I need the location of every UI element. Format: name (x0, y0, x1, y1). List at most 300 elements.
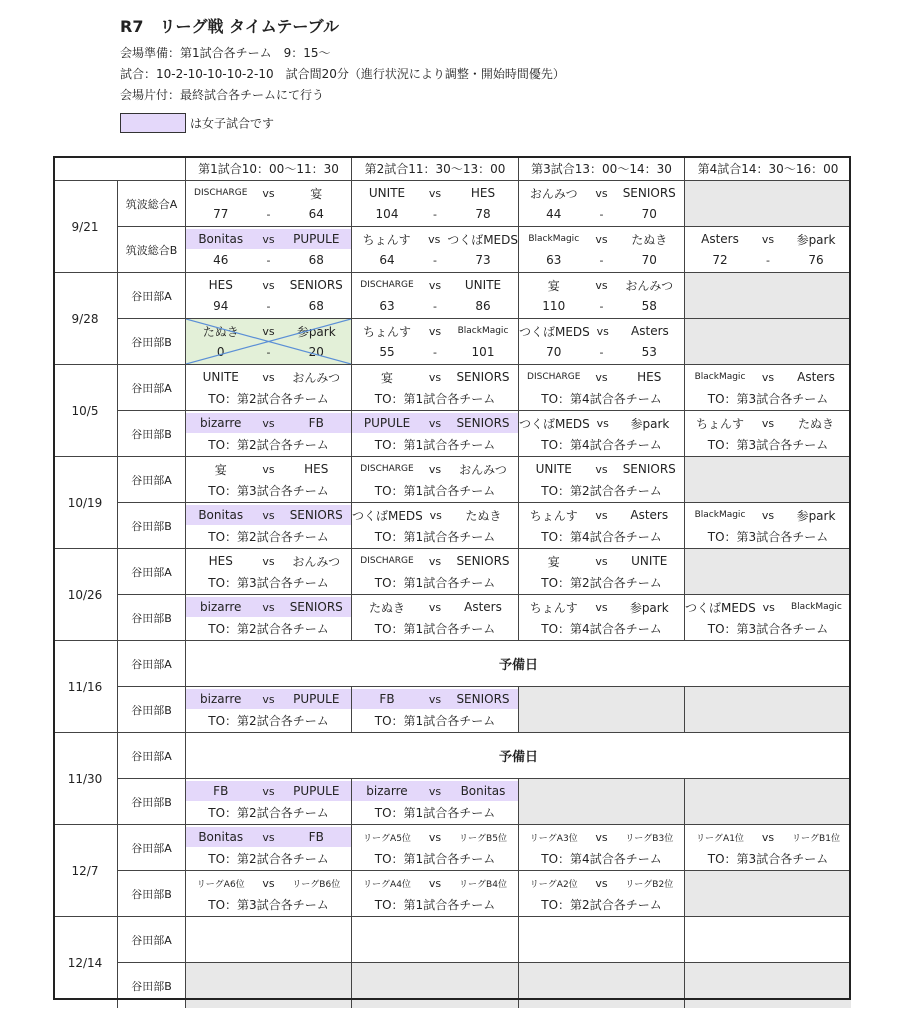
table-officials (186, 388, 351, 408)
away-team: SENIORS (622, 186, 676, 200)
vs-label: vs (429, 508, 442, 522)
home-team: bizarre (200, 692, 242, 706)
vs-label: vs (596, 324, 609, 338)
game-cell (684, 502, 851, 548)
score-line (186, 250, 351, 270)
venue-cell: 谷田部B (117, 410, 185, 456)
vs-label: vs (428, 370, 442, 384)
game-cell (185, 318, 351, 364)
table-officials-label: TO：第3試合各チーム (707, 851, 829, 866)
vs-label: vs (262, 554, 275, 568)
home-team: bizarre (366, 784, 408, 798)
table-officials-label: TO：第2試合各チーム (208, 851, 329, 866)
table-officials (186, 618, 351, 638)
venue-cell: 谷田部B (117, 778, 185, 824)
home-score: 72 (712, 253, 728, 267)
home-team: bizarre (200, 416, 242, 430)
table-officials (352, 618, 518, 638)
table-officials-label: TO：第4試合各チーム (541, 851, 662, 866)
score-line (519, 204, 684, 224)
vs-label: vs (262, 232, 275, 246)
matchup (519, 551, 684, 571)
matchup (685, 229, 851, 249)
empty-cell (518, 778, 684, 824)
table-officials (186, 894, 351, 914)
away-score: 20 (308, 345, 324, 359)
score-line (519, 250, 684, 270)
score-line (352, 204, 518, 224)
away-team: 参park (296, 324, 336, 339)
home-score: 77 (213, 207, 229, 221)
away-team: 参park (796, 508, 836, 523)
table-officials-label: TO：第4試合各チーム (541, 529, 662, 544)
empty-cell (684, 272, 851, 318)
reserve-day: 予備日 (185, 732, 851, 778)
game-cell (351, 226, 518, 272)
home-score: 44 (546, 207, 562, 221)
away-team: たぬき (465, 508, 502, 523)
game-cell (518, 272, 684, 318)
away-team: Asters (797, 370, 835, 384)
matchup (352, 183, 518, 203)
matchup (352, 827, 518, 847)
away-team: おんみつ (459, 462, 507, 477)
table-officials-label: TO：第4試合各チーム (541, 437, 662, 452)
empty-cell (684, 456, 851, 502)
cleanup-note: 会場片付：最終試合各チームにて行う (120, 88, 325, 102)
table-officials (519, 572, 684, 592)
matchup (352, 781, 518, 801)
home-team: DISCHARGE (360, 556, 414, 566)
home-team: おんみつ (529, 186, 578, 201)
table-officials (186, 802, 351, 822)
table-officials-label: TO：第3試合各チーム (208, 483, 329, 498)
table-officials (352, 434, 518, 454)
table-officials-label: TO：第3試合各チーム (208, 575, 329, 590)
table-officials (685, 618, 851, 638)
table-officials (352, 388, 518, 408)
away-score: 68 (308, 253, 324, 267)
away-team: つくばMEDS (447, 232, 518, 247)
table-officials (186, 710, 351, 730)
column-header-2: 第2試合11：30～13：00 (351, 156, 518, 180)
table-officials (352, 480, 518, 500)
home-score: 63 (546, 253, 562, 267)
away-team: おんみつ (625, 278, 674, 293)
table-officials (352, 848, 518, 868)
vs-label: vs (596, 416, 609, 430)
venue-cell: 谷田部B (117, 318, 185, 364)
home-team: Asters (701, 232, 739, 246)
prep-note: 会場準備：第1試合各チーム 9：15～ (120, 46, 331, 60)
away-team: リーグB5位 (459, 833, 507, 844)
empty-cell (185, 916, 351, 962)
column-header-3: 第3試合13：00～14：30 (518, 156, 684, 180)
score-dash: - (599, 207, 604, 221)
away-team: FB (308, 830, 324, 844)
away-team: SENIORS (622, 462, 676, 476)
home-team: リーグA6位 (196, 879, 245, 890)
table-officials (186, 572, 351, 592)
table-officials (519, 848, 684, 868)
away-score: 68 (308, 299, 324, 313)
game-cell (684, 824, 851, 870)
venue-cell: 谷田部B (117, 686, 185, 732)
vs-label: vs (595, 830, 608, 844)
venue-cell: 筑波総合A (117, 180, 185, 226)
game-cell (684, 364, 851, 410)
empty-cell (684, 180, 851, 226)
home-team: 宴 (380, 370, 393, 385)
home-score: 104 (375, 207, 399, 221)
away-team: おんみつ (292, 554, 341, 569)
timetable (53, 156, 851, 1000)
away-team: UNITE (464, 278, 502, 292)
home-team: BlackMagic (694, 510, 746, 520)
table-officials-label: TO：第2試合各チーム (208, 437, 329, 452)
vs-label: vs (595, 232, 608, 246)
game-cell (351, 594, 518, 640)
vs-label: vs (262, 324, 275, 338)
score-line (352, 250, 518, 270)
table-officials-label: TO：第2試合各チーム (541, 483, 662, 498)
women-game-swatch (120, 113, 186, 133)
game-cell (518, 502, 684, 548)
away-team: リーグB4位 (459, 879, 507, 890)
away-team: Bonitas (460, 784, 506, 798)
home-team: DISCHARGE (360, 280, 414, 290)
matchup (352, 367, 518, 387)
table-officials (519, 526, 684, 546)
matchup (186, 275, 351, 295)
matchup (186, 459, 351, 479)
table-officials (685, 526, 851, 546)
table-officials-label: TO：第1試合各チーム (374, 621, 496, 636)
vs-label: vs (262, 830, 275, 844)
vs-label: vs (761, 508, 775, 522)
game-cell (684, 226, 851, 272)
vs-label: vs (262, 462, 275, 476)
game-cell (351, 180, 518, 226)
matchup (685, 597, 851, 617)
vs-label: vs (262, 692, 275, 706)
away-team: HES (637, 370, 662, 384)
home-team: リーグA4位 (363, 879, 411, 890)
game-cell (185, 870, 351, 916)
home-score: 0 (216, 345, 225, 359)
away-score: 64 (308, 207, 324, 221)
table-officials (519, 894, 684, 914)
table-officials-label: TO：第2試合各チーム (208, 621, 329, 636)
game-cell (185, 272, 351, 318)
table-officials (352, 526, 518, 546)
vs-label: vs (595, 462, 608, 476)
game-cell (351, 364, 518, 410)
away-team: SENIORS (456, 692, 510, 706)
home-team: DISCHARGE (194, 188, 248, 198)
matchup (519, 827, 684, 847)
home-team: つくばMEDS (685, 600, 756, 615)
home-team: リーグA3位 (529, 833, 578, 844)
vs-label: vs (761, 416, 775, 430)
table-officials-label: TO：第3試合各チーム (707, 437, 829, 452)
matchup (519, 367, 684, 387)
vs-label: vs (428, 692, 442, 706)
venue-cell: 谷田部A (117, 640, 185, 686)
vs-label: vs (595, 554, 608, 568)
table-officials (519, 388, 684, 408)
away-team: SENIORS (289, 278, 343, 292)
table-officials-label: TO：第1試合各チーム (374, 483, 496, 498)
vs-label: vs (428, 232, 441, 246)
matchup (685, 413, 851, 433)
empty-cell (684, 686, 851, 732)
matchup (186, 551, 351, 571)
matchup (186, 505, 351, 525)
venue-cell: 谷田部B (117, 502, 185, 548)
game-cell (684, 594, 851, 640)
home-team: リーグA1位 (696, 833, 744, 844)
home-team: ちょんす (529, 600, 578, 615)
game-cell (351, 870, 518, 916)
table-officials-label: TO：第2試合各チーム (208, 529, 329, 544)
score-line (519, 342, 684, 362)
table-officials-label: TO：第1試合各チーム (374, 529, 496, 544)
table-officials (352, 802, 518, 822)
vs-label: vs (262, 186, 275, 200)
game-cell (185, 456, 351, 502)
table-officials-label: TO：第1試合各チーム (374, 575, 496, 590)
table-officials (685, 388, 851, 408)
vs-label: vs (428, 876, 442, 890)
vs-label: vs (262, 600, 275, 614)
away-team: HES (304, 462, 329, 476)
empty-cell (684, 548, 851, 594)
home-score: 46 (213, 253, 229, 267)
vs-label: vs (595, 600, 608, 614)
away-score: 78 (475, 207, 491, 221)
game-cell (351, 272, 518, 318)
table-officials (685, 848, 851, 868)
away-team: Asters (631, 324, 669, 338)
table-officials (186, 526, 351, 546)
game-cell (518, 870, 684, 916)
score-dash: - (433, 253, 437, 267)
date-cell: 11/30 (53, 732, 117, 824)
game-cell (185, 548, 351, 594)
matchup (519, 321, 684, 341)
away-team: PUPULE (293, 232, 340, 246)
table-officials-label: TO：第3試合各チーム (707, 529, 829, 544)
venue-cell: 谷田部A (117, 916, 185, 962)
matchup (352, 551, 518, 571)
matchup (352, 505, 518, 525)
game-cell (185, 778, 351, 824)
vs-label: vs (761, 232, 775, 246)
away-score: 58 (641, 299, 657, 313)
vs-label: vs (595, 508, 608, 522)
away-score: 70 (641, 253, 657, 267)
home-team: ちょんす (695, 416, 744, 431)
game-cell (518, 824, 684, 870)
game-cell (185, 686, 351, 732)
header-corner (53, 156, 185, 180)
home-team: たぬき (202, 324, 239, 339)
venue-cell: 谷田部A (117, 732, 185, 778)
game-cell (185, 410, 351, 456)
forfeit-cross-mark (186, 319, 351, 364)
vs-label: vs (428, 462, 442, 476)
vs-label: vs (595, 186, 608, 200)
game-cell (351, 778, 518, 824)
venue-cell: 谷田部A (117, 456, 185, 502)
score-dash: - (599, 345, 604, 359)
matchup (519, 229, 684, 249)
matchup (519, 459, 684, 479)
matchup (352, 229, 518, 249)
date-cell: 10/19 (53, 456, 117, 548)
empty-cell (518, 686, 684, 732)
away-team: Asters (630, 508, 669, 522)
empty-cell (518, 916, 684, 962)
vs-label: vs (428, 554, 442, 568)
score-line (685, 250, 851, 270)
away-team: リーグB6位 (292, 879, 341, 890)
score-dash: - (266, 253, 271, 267)
away-team: 参park (796, 232, 836, 247)
vs-label: vs (428, 416, 442, 430)
game-cell (185, 594, 351, 640)
matchup (352, 321, 518, 341)
venue-cell: 谷田部B (117, 962, 185, 1008)
date-cell: 9/21 (53, 180, 117, 272)
vs-label: vs (262, 876, 275, 890)
home-team: FB (213, 784, 229, 798)
home-team: FB (379, 692, 395, 706)
home-team: Bonitas (198, 232, 244, 246)
score-line (186, 204, 351, 224)
table-officials-label: TO：第2試合各チーム (208, 805, 329, 820)
empty-cell (684, 778, 851, 824)
away-team: UNITE (631, 554, 668, 568)
matchup (352, 413, 518, 433)
away-team: SENIORS (456, 370, 510, 384)
table-officials (352, 572, 518, 592)
table-officials-label: TO：第3試合各チーム (707, 391, 829, 406)
table-officials-label: TO：第1試合各チーム (374, 805, 496, 820)
vs-label: vs (262, 416, 275, 430)
vs-label: vs (428, 324, 442, 338)
home-team: BlackMagic (528, 234, 580, 244)
table-officials-label: TO：第4試合各チーム (541, 621, 662, 636)
legend-text: は女子試合です (190, 116, 275, 131)
vs-label: vs (262, 508, 275, 522)
legend (120, 113, 274, 133)
home-team: つくばMEDS (519, 416, 590, 431)
date-cell: 10/5 (53, 364, 117, 456)
document-header (120, 14, 565, 106)
game-cell (185, 226, 351, 272)
game-cell (185, 824, 351, 870)
vs-label: vs (762, 600, 775, 614)
home-team: つくばMEDS (352, 508, 423, 523)
table-officials (352, 710, 518, 730)
away-team: 参park (629, 600, 669, 615)
away-team: PUPULE (293, 692, 340, 706)
away-team: リーグB1位 (792, 833, 840, 844)
score-dash: - (766, 253, 770, 267)
away-team: たぬき (631, 232, 668, 247)
away-score: 101 (471, 345, 495, 359)
game-cell (518, 456, 684, 502)
matchup (186, 781, 351, 801)
matchup (186, 689, 351, 709)
away-team: SENIORS (289, 600, 343, 614)
table-officials-label: TO：第4試合各チーム (541, 391, 662, 406)
vs-label: vs (262, 278, 275, 292)
date-cell: 10/26 (53, 548, 117, 640)
game-cell (185, 180, 351, 226)
game-cell (351, 502, 518, 548)
date-cell: 12/14 (53, 916, 117, 1008)
matchup (519, 275, 684, 295)
score-dash: - (266, 345, 271, 359)
table-officials (519, 480, 684, 500)
vs-label: vs (428, 278, 442, 292)
home-team: 宴 (547, 554, 560, 569)
home-team: ちょんす (529, 508, 578, 523)
table-officials-label: TO：第1試合各チーム (374, 897, 496, 912)
vs-label: vs (595, 876, 608, 890)
table-officials-label: TO：第2試合各チーム (541, 575, 662, 590)
away-team: たぬき (797, 416, 834, 431)
table-officials-label: TO：第2試合各チーム (208, 713, 329, 728)
game-cell (518, 548, 684, 594)
matchup (352, 689, 518, 709)
away-score: 70 (641, 207, 657, 221)
vs-label: vs (428, 186, 442, 200)
score-line (519, 296, 684, 316)
home-score: 70 (546, 345, 562, 359)
matchup (186, 367, 351, 387)
venue-cell: 谷田部B (117, 594, 185, 640)
matchup (352, 275, 518, 295)
table-officials (186, 434, 351, 454)
home-score: 63 (379, 299, 395, 313)
game-cell (351, 824, 518, 870)
date-cell: 11/16 (53, 640, 117, 732)
score-line (352, 296, 518, 316)
home-team: 宴 (214, 462, 227, 477)
reserve-day: 予備日 (185, 640, 851, 686)
venue-cell: 谷田部A (117, 272, 185, 318)
empty-cell (351, 962, 518, 1008)
score-dash: - (433, 299, 437, 313)
matchup (186, 827, 351, 847)
home-team: HES (208, 278, 233, 292)
score-line (186, 296, 351, 316)
score-line (352, 342, 518, 362)
column-header-4: 第4試合14：30～16：00 (684, 156, 851, 180)
game-cell (351, 456, 518, 502)
game-format-note: 試合：10-2-10-10-10-2-10 試合間20分（進行状況により調整・開始時間優先） (120, 67, 565, 81)
table-officials-label: TO：第1試合各チーム (374, 713, 496, 728)
away-team: Asters (464, 600, 502, 614)
score-dash: - (266, 207, 271, 221)
away-team: HES (470, 186, 496, 200)
matchup (519, 505, 684, 525)
table-officials (186, 480, 351, 500)
